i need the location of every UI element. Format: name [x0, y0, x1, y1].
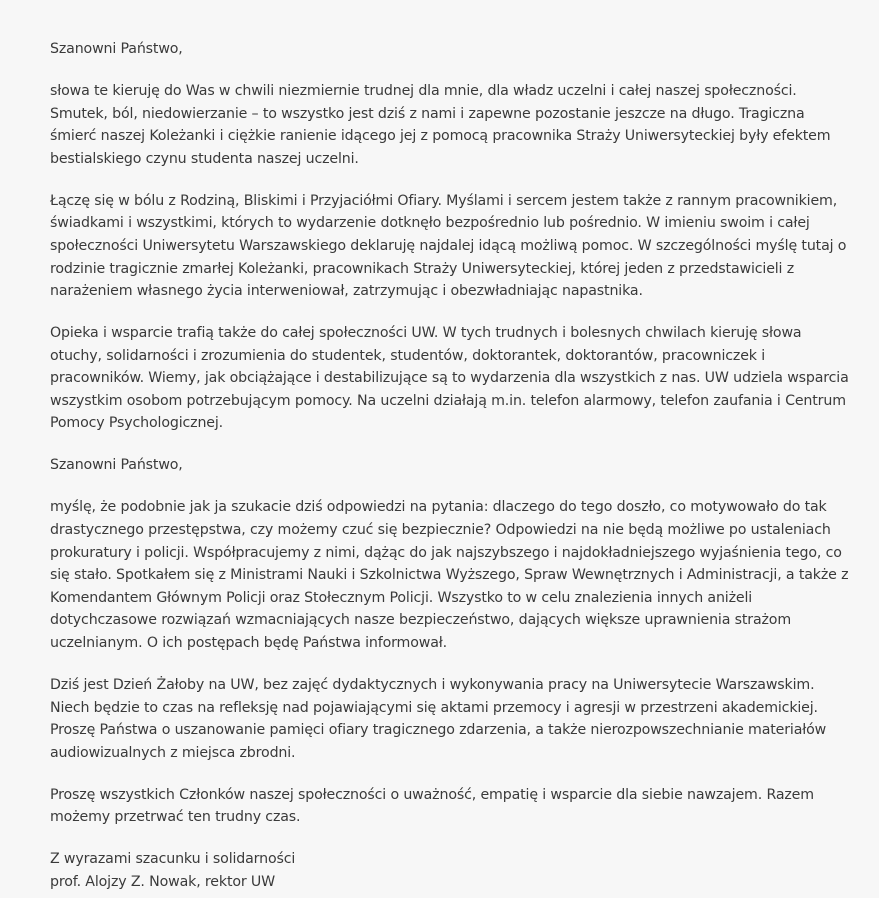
paragraph-investigation: myślę, że podobnie jak ja szukacie dziś odpowiedzi na pytania: dlaczego do tego doszło, co motywowało do tak drastycznego przestępstwa, czy możemy czuć się bezpiecznie? Odpowiedzi na nie będą możliwe po ustaleniach prokuratury i policji. Współpracujemy z nimi, dążąc do jak najszybszego i najdokładniejszego wyjaśnienia tego, co się stało. Spotkałem się z Ministrami Nauki i Szkolnictwa Wyższego, Spraw Wewnętrznych i Administracji, a także z Komendantem Głównym Policji oraz Stołecznym Policji. Wszystko to w celu znalezienia innych aniżeli dotychczasowe rozwiązań wzmacniających nasze bezpieczeństwo, dających większe uprawnienia strażom uczelnianym. O ich postępach będę Państwa informował. — [50, 499, 849, 652]
paragraph-mourning-day: Dziś jest Dzień Żałoby na UW, bez zajęć dydaktycznych i wykonywania pracy na Uniwersytecie Warszawskim. Niech będzie to czas na refleksję nad pojawiającymi się aktami przemocy i agresji w przestrzeni akademickiej. Proszę Państwa o uszanowanie pamięci ofiary tragicznego zdarzenia, a także nierozpowszechnianie materiałów audiowizualnych z miejsca zbrodni. — [50, 677, 827, 761]
paragraph-support: Opieka i wsparcie trafią także do całej społeczności UW. W tych trudnych i bolesnych chwilach kieruję słowa otuchy, solidarności i zrozumienia do studentek, studentów, doktorantek, doktorantów, pracowniczek i pracowników. Wiemy, jak obciążające i destabilizujące są to wydarzenia dla wszystkich z nas. UW udziela wsparcia wszystkim osobom potrzebującym pomocy. Na uczelni działają m.in. telefon alarmowy, telefon zaufania i Centrum Pomocy Psychologicznej. — [50, 325, 849, 432]
signature: prof. Alojzy Z. Nowak, rektor UW — [50, 873, 276, 890]
paragraph-appeal: Proszę wszystkich Członków naszej społeczności o uważność, empatię i wsparcie dla siebie nawzajem. Razem możemy przetrwać ten trudny czas. — [50, 786, 814, 826]
salutation: Szanowni Państwo, — [50, 41, 183, 57]
paragraph-condolence-opening: słowa te kieruję do Was w chwili niezmiernie trudnej dla mnie, dla władz uczelni i całej naszej społeczności. Smutek, ból, niedowierzanie – to wszystko jest dziś z nami i zapewne pozostanie jeszcze na długo. Tragiczna śmierć naszej Koleżanki i ciężkie ranienie idącego jej z pomocą pracownika Straży Uniwersyteckiej były efektem bestialskiego czynu studenta naszej uczelni. — [50, 82, 831, 167]
paragraph-sympathy: Łączę się w bólu z Rodziną, Bliskimi i Przyjaciółmi Ofiary. Myślami i sercem jestem także z rannym pracownikiem, świadkami i wszystkimi, których to wydarzenie dotknęło bezpośrednio lub pośrednio. W imieniu swoim i całej społeczności Uniwersytetu Warszawskiego deklaruję najdalej idącą możliwą pomoc. W szczególności myślę tutaj o rodzinie tragicznie zmarłej Koleżanki, pracownikach Straży Uniwersyteckiej, której jeden z przedstawicieli z narażeniem własnego życia interweniował, zatrzymując i obezwładniając napastnika. — [50, 192, 847, 300]
salutation-second: Szanowni Państwo, — [50, 457, 183, 474]
closing-line: Z wyrazami szacunku i solidarności — [50, 851, 296, 868]
